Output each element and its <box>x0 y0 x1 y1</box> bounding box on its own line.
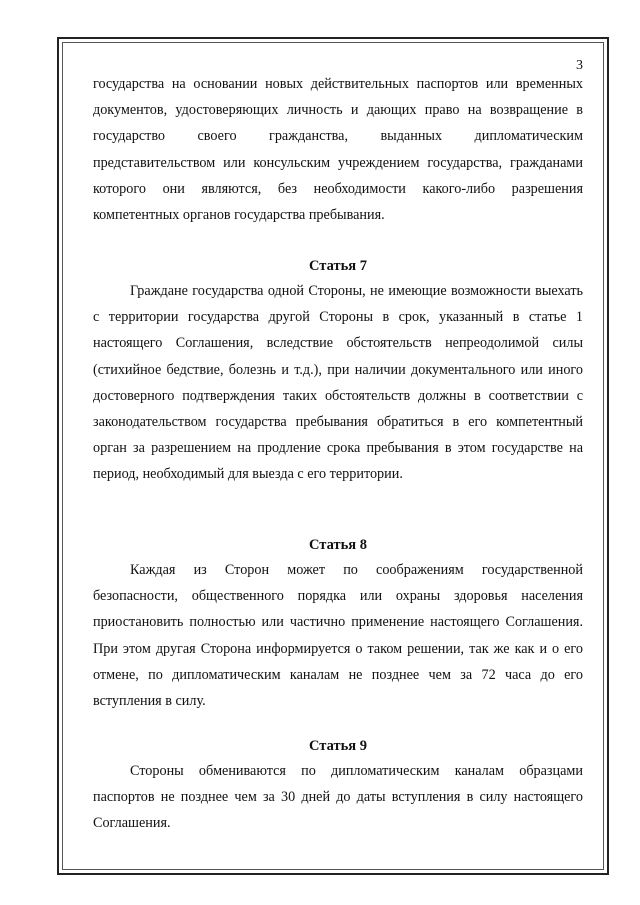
article-9-body-container <box>93 758 583 837</box>
article-8-heading: Статья 8 <box>309 537 367 553</box>
intro-paragraph-container <box>93 71 583 228</box>
article-8-body-container <box>93 557 583 714</box>
article-7-body-container <box>93 278 583 488</box>
page-number: 3 <box>576 58 583 73</box>
article-8-paragraph: Каждая из Сторон может по соображениям государственной безопасности, общественного порядка или охраны здоровья населения приостановить полностью или частично применение настоящего Соглашения. При этом другая Сторона информируется о таком решении, так же как и о его отмене, по дипломатическим каналам не позднее чем за 72 часа до его вступления в силу. <box>93 562 583 710</box>
intro-paragraph: государства на основании новых действительных паспортов или временных документов, удостоверяющих личность и дающих право на возвращение в государство своего гражданства, выданных дипломатическим представительством или консульским учреждением государства, гражданами которого они являются, без необходимости какого-либо разрешения компетентных органов государства пребывания. <box>93 76 583 224</box>
article-9-paragraph: Стороны обмениваются по дипломатическим каналам образцами паспортов не позднее чем за 30 дней до даты вступления в силу настоящего Соглашения. <box>93 763 583 832</box>
article-7-paragraph: Граждане государства одной Стороны, не имеющие возможности выехать с территории государства другой Стороны в срок, указанный в статье 1 настоящего Соглашения, вследствие обстоятельств непреодолимой силы (стихийное бедствие, болезнь и т.д.), при наличии документального или иного достоверного подтверждения таких обстоятельств должны в соответствии с законодательством государства пребывания обратиться в его компетентный орган за разрешением на продление срока пребывания в этом государстве на период, необходимый для выезда с его территории. <box>93 283 583 483</box>
article-9-heading: Статья 9 <box>309 738 367 754</box>
article-7-heading: Статья 7 <box>309 258 367 274</box>
